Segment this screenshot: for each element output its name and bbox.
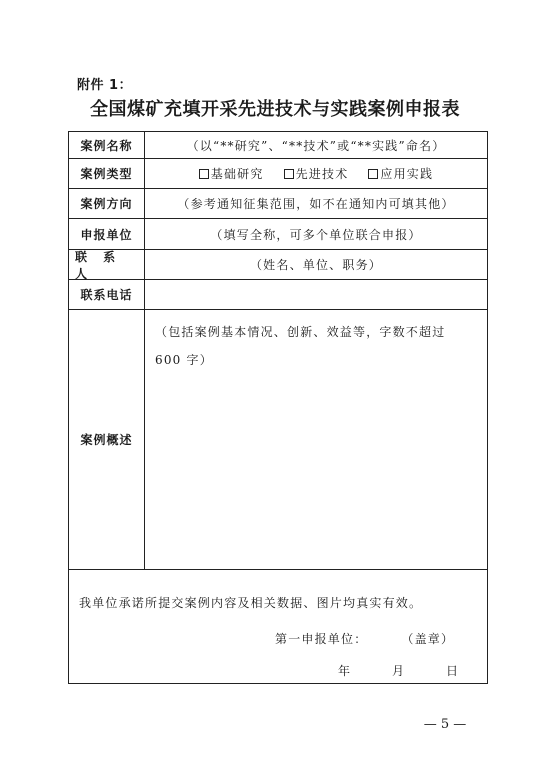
row-summary bbox=[69, 310, 487, 570]
option-applied-practice-label: 应用实践 bbox=[380, 167, 434, 181]
applicant-label: 申报单位 bbox=[69, 219, 145, 249]
case-type-field bbox=[145, 159, 487, 188]
page-number: — 5 — bbox=[423, 717, 467, 732]
case-type-label: 案例类型 bbox=[69, 159, 145, 188]
row-applicant bbox=[69, 219, 487, 250]
option-advanced-tech-label: 先进技术 bbox=[295, 167, 349, 181]
contact-label: 联 系 人 bbox=[69, 250, 145, 279]
option-applied-practice[interactable] bbox=[368, 165, 433, 182]
row-case-direction bbox=[69, 189, 487, 219]
case-type-options bbox=[199, 165, 433, 182]
form-title: 全国煤矿充填开采先进技术与实践案例申报表 bbox=[90, 99, 460, 120]
summary-hint-line1: （包括案例基本情况、创新、效益等，字数不超过 bbox=[155, 325, 446, 339]
option-basic-research-label: 基础研究 bbox=[210, 167, 264, 181]
row-contact bbox=[69, 250, 487, 280]
row-case-type bbox=[69, 159, 487, 189]
case-name-label: 案例名称 bbox=[69, 132, 145, 158]
row-declaration bbox=[69, 570, 487, 685]
option-advanced-tech[interactable] bbox=[284, 165, 349, 182]
day-label: 日 bbox=[446, 664, 459, 678]
summary-hint-line2: 600 字） bbox=[155, 353, 213, 367]
row-phone bbox=[69, 280, 487, 310]
case-name-field[interactable]: （以“**研究”、“**技术”或“**实践”命名） bbox=[186, 138, 446, 153]
application-form-table bbox=[68, 131, 488, 684]
row-case-name bbox=[69, 132, 487, 159]
checkbox-applied-practice[interactable] bbox=[368, 169, 378, 179]
phone-label: 联系电话 bbox=[69, 280, 145, 309]
summary-field[interactable] bbox=[155, 318, 475, 374]
applicant-field[interactable]: （填写全称，可多个单位联合申报） bbox=[210, 227, 422, 242]
declaration-promise: 我单位承诺所提交案例内容及相关数据、图片均真实有效。 bbox=[79, 596, 423, 610]
checkbox-basic-research[interactable] bbox=[199, 169, 209, 179]
checkbox-advanced-tech[interactable] bbox=[284, 169, 294, 179]
case-direction-field[interactable]: （参考通知征集范围，如不在通知内可填其他） bbox=[177, 197, 455, 211]
phone-field[interactable] bbox=[145, 280, 487, 309]
date-line bbox=[338, 662, 458, 679]
case-direction-label: 案例方向 bbox=[69, 189, 145, 218]
summary-label: 案例概述 bbox=[69, 310, 145, 569]
option-basic-research[interactable] bbox=[199, 165, 264, 182]
first-unit-label: 第一申报单位： bbox=[275, 632, 368, 646]
month-label: 月 bbox=[392, 664, 405, 678]
attachment-label: 附件 1： bbox=[77, 78, 133, 93]
signature-line bbox=[275, 630, 454, 647]
year-label: 年 bbox=[338, 664, 351, 678]
contact-field[interactable]: （姓名、单位、职务） bbox=[249, 258, 382, 272]
seal-label: （盖章） bbox=[401, 632, 455, 646]
